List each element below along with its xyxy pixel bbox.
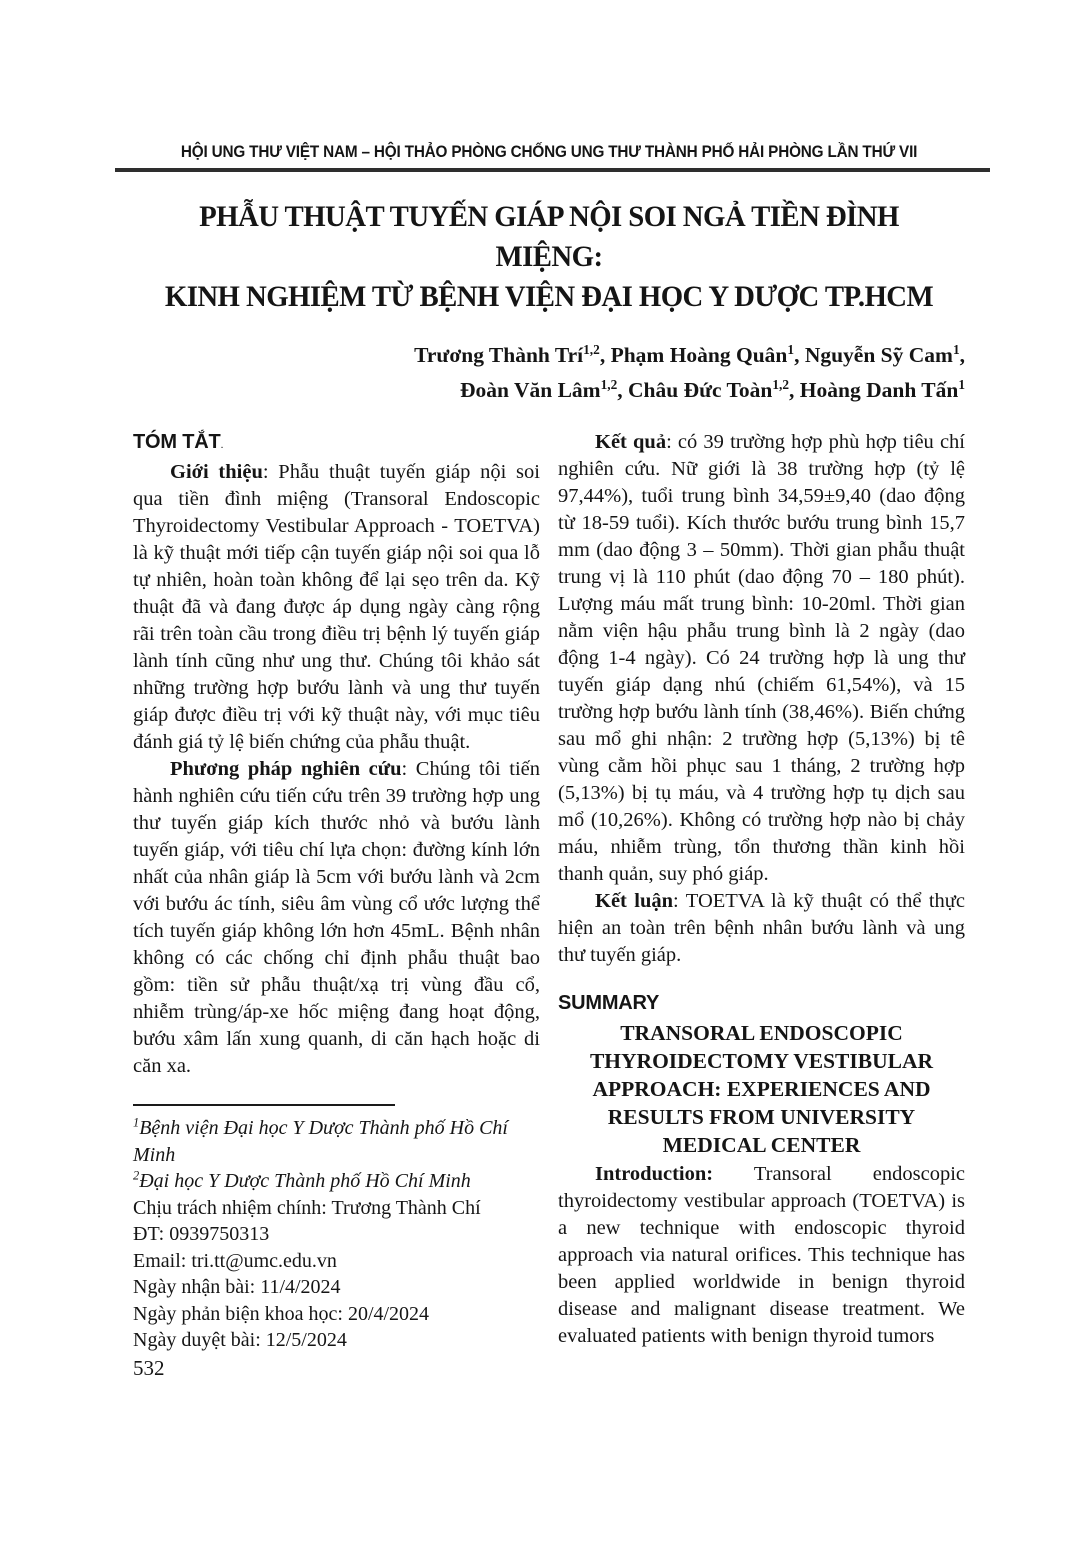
summary-introduction-paragraph: Introduction: Transoral endoscopic thyroidectomy vestibular approach (TOETVA) is a new technique with endoscopic thyroid approach via natural orifices. This technique has been applied worldwide in benign thyroid disease and malignant disease treatment. We evaluated patients with benign thyroid tumors xyxy=(558,1163,965,1347)
affiliation-2: $^2$Đại học Y Dược Thành phố Hồ Chí Minh xyxy=(133,1168,471,1192)
footnote-separator xyxy=(133,1104,395,1106)
summary-title-line2: THYROIDECTOMY VESTIBULAR xyxy=(589,1049,934,1073)
conference-header-text: HỘI UNG THƯ VIỆT NAM – HỘI THẢO PHÒNG CHỐNG UNG THƯ THÀNH PHỐ HẢI PHÒNG LẦN THỨ VII xyxy=(180,142,918,161)
authors-line1: Trương Thành Trí$^{1,2}$, Phạm Hoàng Quân$^1$, Nguyễn Sỹ Cam$^1$, xyxy=(414,341,965,367)
corresponding-author-line: Chịu trách nhiệm chính: Trương Thành Chí xyxy=(133,1196,481,1219)
abstract-results-paragraph: Kết quả: có 39 trường hợp phù hợp tiêu chí nghiên cứu. Nữ giới là 38 trường hợp (tỷ lệ 97,44%), tuổi trung bình 34,59±9,40 (dao động từ 18-59 tuổi). Kích thước bướu trung bình 15,7 mm (dao động 3 – 50mm). Thời gian phẫu thuật trung vị là 110 phút (dao động 70 – 180 phút). Lượng máu mất trung bình: 10-20ml. Thời gian nằm viện hậu phẫu trung bình là 2 ngày (dao động 1-4 ngày). Có 24 trường hợp là ung thư tuyến giáp dạng nhú (chiếm 61,54%), và 15 trường hợp bướu lành tính (38,46%). Biến chứng sau mổ ghi nhận: 2 trường hợp (5,13%) bị tê vùng cằm hồi phục sau 1 tháng, 2 trường hợp (5,13%) bị tụ máu, và 4 trường hợp tụ dịch sau mổ (10,26%). Không có trường hợp nào bị chảy máu, nhiễm trùng, tổn thương thần kinh hồi thanh quản, suy phó giáp. xyxy=(558,431,965,885)
accepted-date-line: Ngày duyệt bài: 12/5/2024 xyxy=(133,1329,347,1351)
paper-title-line1: PHẪU THUẬT TUYẾN GIÁP NỘI SOI NGẢ TIỀN ĐÌNH MIỆNG: xyxy=(199,200,899,273)
abstract-heading-dot: . xyxy=(220,439,224,451)
abstract-introduction-paragraph: Giới thiệu: Phẫu thuật tuyến giáp nội soi qua tiền đình miệng (Transoral Endoscopic Thyroidectomy Vestibular Approach - TOETVA) là kỹ thuật mới tiếp cận tuyến giáp nội soi qua lỗ tự nhiên, hoàn toàn không để lại sẹo trên da. Kỹ thuật đã và đang được áp dụng ngày càng rộng rãi trên toàn cầu trong điều trị bệnh lý tuyến giáp lành tính cũng như ung thư. Chúng tôi khảo sát những trường hợp bướu lành và ung thư tuyến giáp được điều trị với kỹ thuật này, với mục tiêu đánh giá tỷ lệ biến chứng của phẫu thuật. xyxy=(133,461,540,753)
paper-title-line2: KINH NGHIỆM TỪ BỆNH VIỆN ĐẠI HỌC Y DƯỢC TP.HCM xyxy=(164,280,934,313)
summary-title-line5: MEDICAL CENTER xyxy=(662,1133,861,1157)
summary-title xyxy=(558,1019,965,1159)
abstract-heading xyxy=(133,429,540,459)
summary-heading: SUMMARY xyxy=(558,992,660,1014)
right-column xyxy=(558,429,965,1350)
footnote-block xyxy=(133,1115,540,1354)
paper-title xyxy=(150,197,949,317)
summary-title-line1: TRANSORAL ENDOSCOPIC xyxy=(620,1021,903,1045)
page-number: 532 xyxy=(133,1356,165,1380)
authors-line2: Đoàn Văn Lâm$^{1,2}$, Châu Đức Toàn$^{1,2}$, Hoàng Danh Tấn$^1$ xyxy=(460,376,965,402)
review-date-line: Ngày phản biện khoa học: 20/4/2024 xyxy=(133,1302,430,1325)
affiliation-1: $^1$Bệnh viện Đại học Y Dược Thành phố Hồ Chí Minh xyxy=(133,1115,508,1166)
summary-title-line3: APPROACH: EXPERIENCES AND xyxy=(592,1077,931,1101)
abstract-methods-paragraph: Phương pháp nghiên cứu: Chúng tôi tiến hành nghiên cứu tiến cứu trên 39 trường hợp ung thư tuyến giáp kích thước nhỏ và bướu lành tuyến giáp, với tiêu chí lựa chọn: đường kính lớn nhất của nhân giáp là 5cm với bướu lành và 2cm với bướu ác tính, siêu âm vùng cổ ước lượng thể tích tuyến giáp không lớn hơn 45mL. Bệnh nhân không có các chống chỉ định phẫu thuật bao gồm: tiền sử phẫu thuật/xạ trị vùng đầu cổ, nhiễm trùng/áp-xe hốc miệng đang hoạt động, bướu xâm lấn xung quanh, di căn hạch hoặc di căn xa. xyxy=(133,758,541,1077)
abstract-conclusion-paragraph: Kết luận: TOETVA là kỹ thuật có thể thực hiện an toàn trên bệnh nhân bướu lành và ung thư tuyến giáp. xyxy=(558,890,965,966)
summary-title-line4: RESULTS FROM UNIVERSITY xyxy=(607,1105,916,1129)
phone-line: ĐT: 0939750313 xyxy=(133,1223,270,1245)
email-line: Email: tri.tt@umc.edu.vn xyxy=(133,1249,337,1272)
two-column-body xyxy=(133,429,965,1354)
author-list xyxy=(133,338,965,408)
abstract-heading-text: TÓM TẮT xyxy=(133,431,221,453)
journal-header xyxy=(133,142,965,162)
received-date-line: Ngày nhận bài: 11/4/2024 xyxy=(133,1276,341,1298)
header-rule xyxy=(115,168,990,172)
left-column xyxy=(133,429,540,1354)
